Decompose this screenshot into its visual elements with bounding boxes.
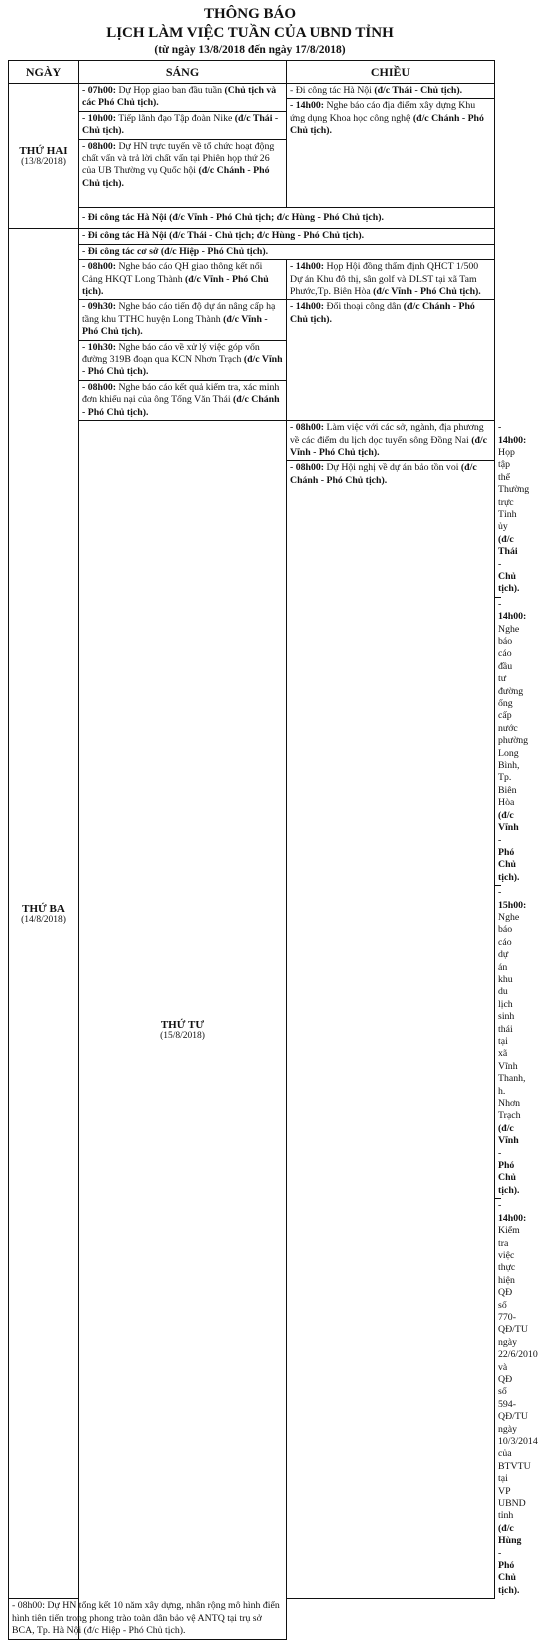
list-item: - 07h00: Dự Họp giao ban đầu tuần (Chủ tịch và các Phó Chủ tịch). bbox=[79, 84, 286, 112]
list-item: - 14h00: Họp Hội đồng thẩm định QHCT 1/500 Dự án Khu đô thị, sân golf và DLST tại xã Tam Phước,Tp. Biên Hòa (đ/c Vĩnh - Phó Chủ tịch). bbox=[287, 260, 494, 300]
table-header-row bbox=[9, 61, 495, 84]
table-row bbox=[9, 244, 495, 259]
list-item: - 14h00: Nghe báo cáo địa điểm xây dựng Khu ứng dụng Khoa học công nghệ (đ/c Chánh - Phó Chủ tịch). bbox=[290, 100, 484, 137]
list-item: - 08h00: Nghe báo cáo kết quả kiểm tra, xác minh đơn khiếu nại của ông Tống Văn Thái (đ/c Chánh - Phó Chủ tịch). bbox=[82, 381, 280, 418]
list-item: - 10h00: Tiếp lãnh đạo Tập đoàn Nike (đ/c Thái - Chủ tịch). bbox=[79, 112, 286, 140]
list-item: - 08h00: Dự Hội nghị về dự án bảo tồn voi (đ/c Chánh - Phó Chủ tịch). bbox=[290, 462, 477, 486]
morning-cell bbox=[79, 260, 287, 421]
table-row bbox=[9, 421, 495, 1599]
day-cell bbox=[79, 421, 287, 1639]
col-morning-header: SÁNG bbox=[79, 61, 287, 84]
day-name: THỨ TƯ bbox=[160, 1018, 205, 1031]
table-row bbox=[9, 260, 495, 421]
schedule-title: LỊCH LÀM VIỆC TUẦN CỦA UBND TỈNH bbox=[106, 25, 394, 41]
table-row bbox=[9, 84, 495, 208]
date-range: (từ ngày 13/8/2018 đến ngày 17/8/2018) bbox=[154, 44, 346, 56]
list-item: - 14h00: Họp tập thể Thường trực Tỉnh ủy (đ/c Thái - Chủ tịch). bbox=[495, 421, 501, 598]
full-day-item: - 08h00: Dự HN tổng kết 10 năm xây dựng, nhân rộng mô hình điển hình tiên tiến trong phong trào toàn dân bảo vệ ANTQ tại trụ sở BCA, Tp. Hà Nội (đ/c Hiệp - Phó Chủ tịch). bbox=[9, 1599, 287, 1639]
table-row bbox=[9, 208, 495, 229]
day-date: (15/8/2018) bbox=[160, 1030, 205, 1041]
morning-cell bbox=[287, 421, 495, 1599]
list-item: - 10h30: Nghe báo cáo về xử lý việc góp vốn đường 319B đoạn qua KCN Nhơn Trạch (đ/c Vĩnh - Phó Chủ tịch). bbox=[79, 341, 286, 381]
day-date: (14/8/2018) bbox=[21, 914, 66, 925]
col-day-header: NGÀY bbox=[9, 61, 79, 84]
morning-cell bbox=[79, 84, 287, 208]
day-name: THỨ BA bbox=[22, 902, 65, 915]
list-item: - 14h00: Kiểm tra việc thực hiện QĐ số 770-QĐ/TU ngày 22/6/2010 và QĐ số 594-QĐ/TU ngày 10/3/2014 của BTVTU tại VP UBND tỉnh (đ/c Hùng - Phó Chủ tịch). bbox=[498, 1200, 538, 1596]
day-cell bbox=[9, 229, 79, 1599]
day-name: THỨ HAI bbox=[19, 145, 68, 158]
full-day-item: - Đi công tác Hà Nội (đ/c Thái - Chủ tịch; đ/c Hùng - Phó Chủ tịch). bbox=[79, 229, 495, 244]
day-date: (13/8/2018) bbox=[21, 157, 66, 168]
afternoon-cell bbox=[287, 260, 495, 421]
list-item: - 08h00: Dự HN trực tuyến về tổ chức hoạt động chất vấn và trả lời chất vấn tại Phiên họp thứ 26 của UB Thường vụ Quốc hội (đ/c Chánh - Phó Chủ tịch). bbox=[82, 140, 275, 189]
full-day-item: - Đi công tác Hà Nội (đ/c Vĩnh - Phó Chủ tịch; đ/c Hùng - Phó Chủ tịch). bbox=[79, 208, 495, 229]
list-item: - 09h30: Nghe báo cáo tiến độ dự án nâng cấp hạ tầng khu TTHC huyện Long Thành (đ/c Vĩnh - Phó Chủ tịch). bbox=[79, 300, 286, 340]
table-row bbox=[9, 1599, 495, 1639]
list-item: - 15h00: Nghe báo cáo dự án khu du lịch sinh thái tại xã Vĩnh Thanh, h. Nhơn Trạch (đ/c Vĩnh - Phó Chủ tịch). bbox=[495, 886, 501, 1199]
list-item: - 08h00: Làm việc với các sở, ngành, địa phương về các điểm du lịch dọc tuyến sông Đồng Nai (đ/c Vĩnh - Phó Chủ tịch). bbox=[287, 421, 494, 461]
afternoon-cell bbox=[287, 84, 495, 208]
full-day-item: - Đi công tác cơ sở (đ/c Hiệp - Phó Chủ tịch). bbox=[79, 244, 495, 259]
day-cell bbox=[9, 84, 79, 229]
list-item: - 14h00: Nghe báo cáo đầu tư đường ống cấp nước phường Long Bình, Tp. Biên Hòa (đ/c Vĩnh - Phó Chủ tịch). bbox=[495, 598, 501, 886]
list-item: - 08h00: Nghe báo cáo QH giao thông kết nối Cảng HKQT Long Thành (đ/c Vĩnh - Phó Chủ tịch). bbox=[79, 260, 286, 300]
col-afternoon-header: CHIỀU bbox=[287, 61, 495, 84]
list-item: - Đi công tác Hà Nội (đ/c Thái - Chủ tịch). bbox=[287, 84, 494, 99]
list-item: - 14h00: Đối thoại công dân (đ/c Chánh - Phó Chủ tịch). bbox=[290, 301, 475, 325]
table-row bbox=[9, 229, 495, 244]
schedule-table bbox=[8, 60, 538, 1640]
notice-title: THÔNG BÁO bbox=[203, 6, 297, 22]
